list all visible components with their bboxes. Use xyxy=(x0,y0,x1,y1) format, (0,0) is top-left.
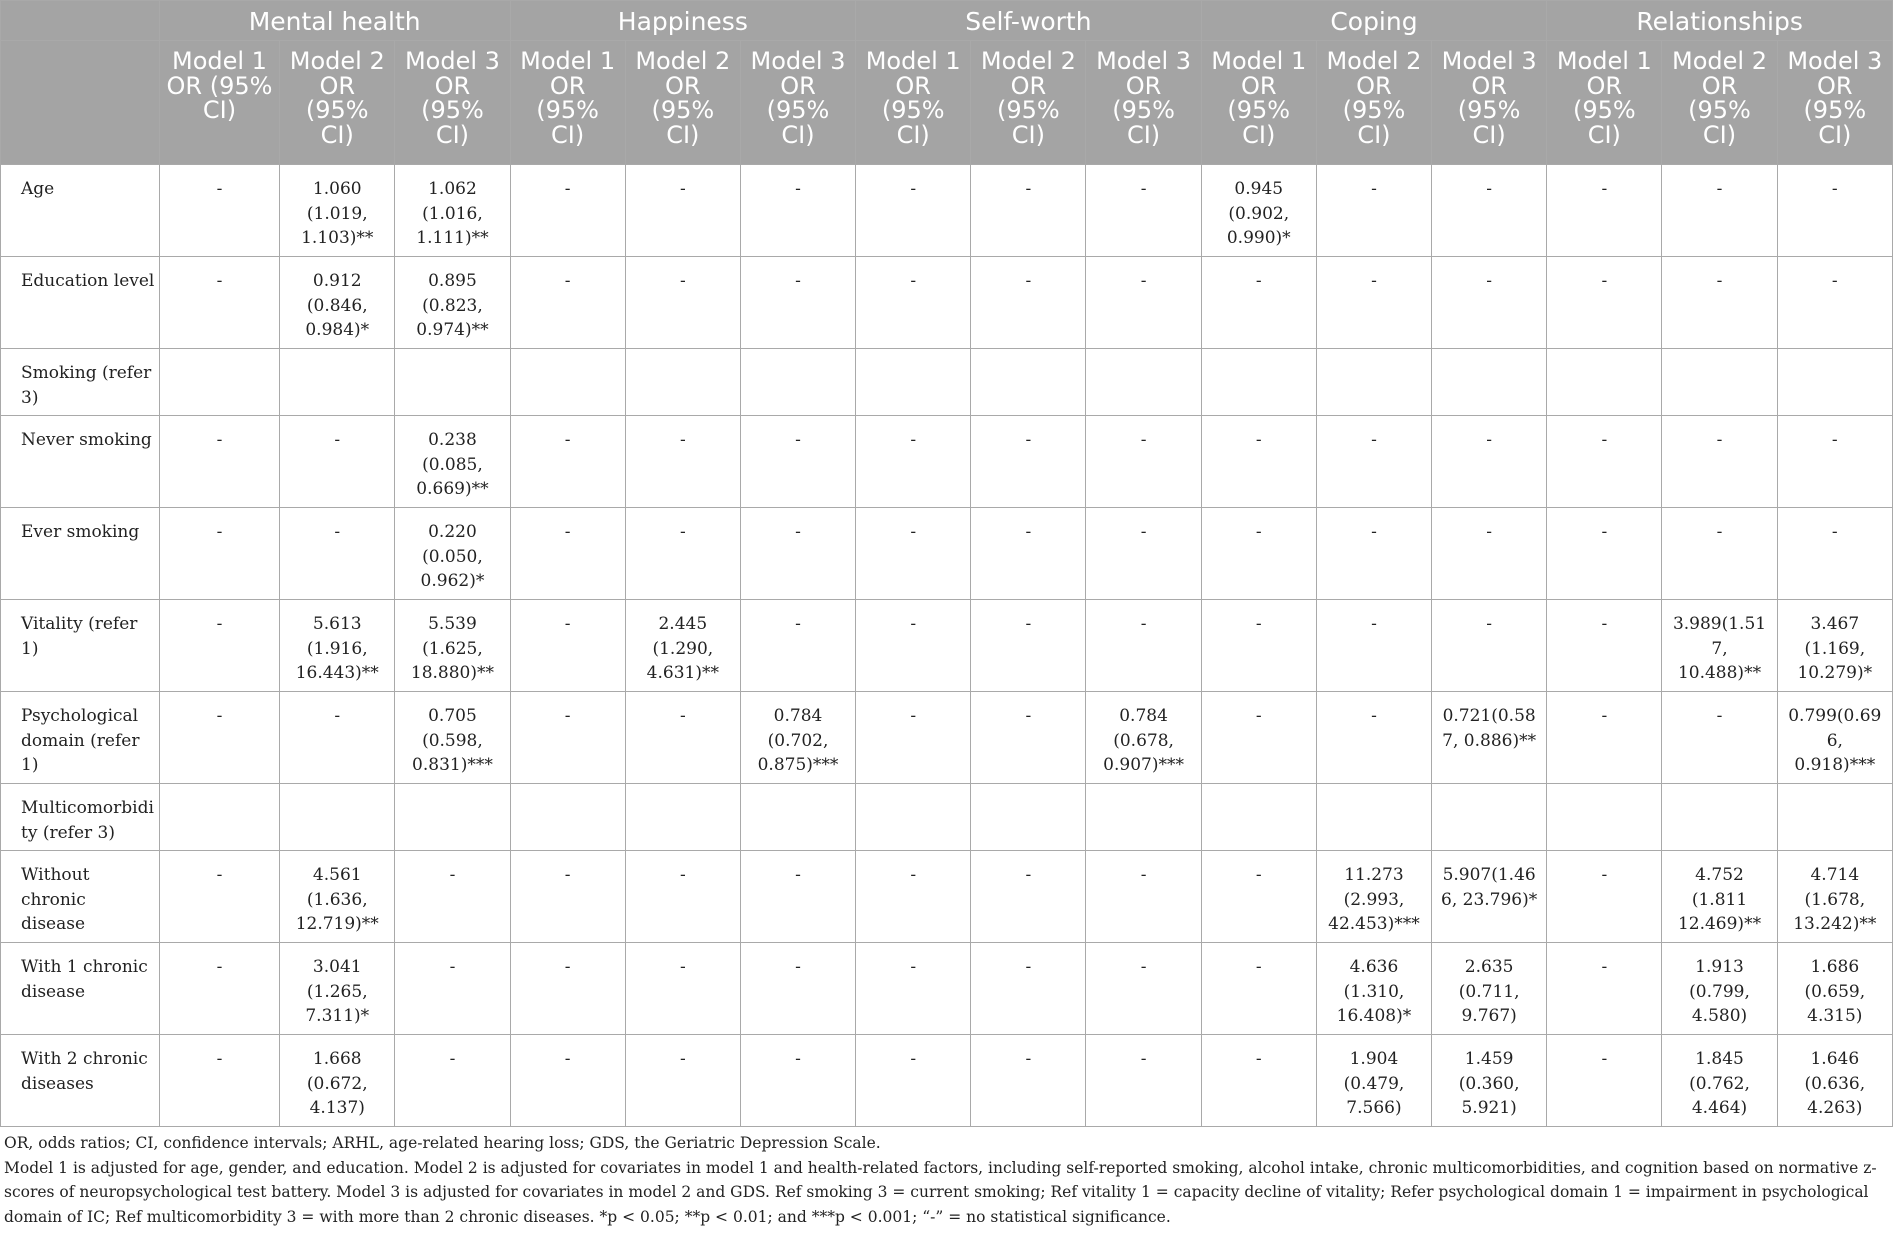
table-cell: 0.721(0.587, 0.886)** xyxy=(1432,692,1547,784)
table-cell: 1.668 (0.672, 4.137) xyxy=(280,1035,395,1127)
table-cell: - xyxy=(510,692,625,784)
table-footnotes xyxy=(0,1127,1893,1229)
table-cell: 3.989(1.517, 10.488)** xyxy=(1662,600,1777,692)
table-cell: - xyxy=(1201,416,1316,508)
table-cell: - xyxy=(159,600,279,692)
table-cell: - xyxy=(1316,165,1431,257)
table-cell: - xyxy=(1662,692,1777,784)
table-cell: - xyxy=(510,416,625,508)
table-row xyxy=(1,600,1893,692)
table-cell: - xyxy=(740,508,855,600)
table-cell: 0.784 (0.702, 0.875)*** xyxy=(740,692,855,784)
table-cell: - xyxy=(1662,165,1777,257)
table-cell xyxy=(395,349,510,416)
table-cell: - xyxy=(1432,165,1547,257)
table-cell: - xyxy=(1086,165,1201,257)
table-cell: - xyxy=(1316,416,1431,508)
table-cell: - xyxy=(159,851,279,943)
model-header-cell: Model 1 OR (95% CI) xyxy=(510,41,625,165)
table-cell: - xyxy=(510,257,625,349)
table-cell: - xyxy=(856,257,971,349)
table-cell: - xyxy=(1547,165,1662,257)
table-cell xyxy=(625,349,740,416)
table-cell: - xyxy=(510,508,625,600)
table-cell: - xyxy=(1662,416,1777,508)
row-label: Age xyxy=(1,165,160,257)
table-cell: 5.613 (1.916, 16.443)** xyxy=(280,600,395,692)
table-cell: - xyxy=(625,851,740,943)
model-header-cell: Model 1 OR (95% CI) xyxy=(1201,41,1316,165)
table-cell: 0.912 (0.846, 0.984)* xyxy=(280,257,395,349)
group-header-row xyxy=(1,1,1893,41)
table-cell: - xyxy=(1432,416,1547,508)
table-cell xyxy=(395,784,510,851)
table-cell: - xyxy=(1777,416,1892,508)
table-cell xyxy=(1201,349,1316,416)
table-cell: - xyxy=(1547,1035,1662,1127)
table-cell: 0.784 (0.678, 0.907)*** xyxy=(1086,692,1201,784)
table-cell: - xyxy=(740,851,855,943)
table-cell: - xyxy=(1432,600,1547,692)
table-cell: 0.945 (0.902, 0.990)* xyxy=(1201,165,1316,257)
table-cell: - xyxy=(625,1035,740,1127)
table-cell: 3.041 (1.265, 7.311)* xyxy=(280,943,395,1035)
table-cell xyxy=(856,784,971,851)
table-cell: - xyxy=(1547,508,1662,600)
table-cell: 1.060 (1.019, 1.103)** xyxy=(280,165,395,257)
table-cell: - xyxy=(856,851,971,943)
table-cell: - xyxy=(1316,508,1431,600)
table-cell: - xyxy=(159,1035,279,1127)
table-body xyxy=(1,165,1893,1127)
table-cell xyxy=(510,784,625,851)
table-cell: 1.845 (0.762, 4.464) xyxy=(1662,1035,1777,1127)
table-cell: 5.907(1.466, 23.796)* xyxy=(1432,851,1547,943)
model-header-cell: Model 2 OR (95% CI) xyxy=(280,41,395,165)
table-cell xyxy=(1547,349,1662,416)
table-cell: - xyxy=(971,416,1086,508)
table-cell: 0.895 (0.823, 0.974)** xyxy=(395,257,510,349)
table-cell xyxy=(159,349,279,416)
table-cell: - xyxy=(856,165,971,257)
table-cell: 4.714 (1.678, 13.242)** xyxy=(1777,851,1892,943)
table-cell: - xyxy=(1547,416,1662,508)
table-cell: - xyxy=(1432,257,1547,349)
table-cell: 0.799(0.696, 0.918)*** xyxy=(1777,692,1892,784)
row-label: Psychological domain (refer 1) xyxy=(1,692,160,784)
table-cell: - xyxy=(1316,600,1431,692)
table-cell: - xyxy=(740,600,855,692)
group-header-mental-health: Mental health xyxy=(159,1,510,41)
table-cell: 2.635 (0.711, 9.767) xyxy=(1432,943,1547,1035)
table-cell: - xyxy=(1547,257,1662,349)
table-cell: - xyxy=(625,416,740,508)
table-cell xyxy=(159,784,279,851)
model-header-cell: Model 2 OR (95% CI) xyxy=(1662,41,1777,165)
table-cell: - xyxy=(1086,508,1201,600)
table-cell: - xyxy=(1086,257,1201,349)
table-cell: - xyxy=(971,692,1086,784)
table-cell: - xyxy=(1777,257,1892,349)
table-cell xyxy=(1662,784,1777,851)
row-label: Multicomorbidity (refer 3) xyxy=(1,784,160,851)
table-cell: - xyxy=(1316,692,1431,784)
table-cell: - xyxy=(510,165,625,257)
table-cell: - xyxy=(971,1035,1086,1127)
table-cell: - xyxy=(159,416,279,508)
table-cell: - xyxy=(159,508,279,600)
table-cell: - xyxy=(1662,257,1777,349)
table-cell: - xyxy=(395,1035,510,1127)
table-cell: - xyxy=(740,416,855,508)
table-cell: - xyxy=(159,943,279,1035)
table-cell: - xyxy=(1201,1035,1316,1127)
table-cell xyxy=(280,784,395,851)
footnote-models: Model 1 is adjusted for age, gender, and education. Model 2 is adjusted for covariates in model 1 and health-related factors, including self-reported smoking, alcohol intake, chronic multicomorbidities, and cognition based on normative z-scores of neuropsychological test battery. Model 3 is adjusted for covariates in model 2 and GDS. Ref smoking 3 = current smoking; Ref vitality 1 = capacity decline of vitality; Refer psychological domain 1 = impairment in psychological domain of IC; Ref multicomorbidity 3 = with more than 2 chronic diseases. *p < 0.05; **p < 0.01; and ***p < 0.001; “-” = no statistical significance. xyxy=(4,1158,1877,1226)
table-cell xyxy=(280,349,395,416)
table-cell: - xyxy=(1086,1035,1201,1127)
model-header-cell: Model 2 OR (95% CI) xyxy=(971,41,1086,165)
table-cell xyxy=(1316,784,1431,851)
group-header-relationships: Relationships xyxy=(1547,1,1893,41)
table-cell: 1.062 (1.016, 1.111)** xyxy=(395,165,510,257)
table-cell: - xyxy=(1201,257,1316,349)
table-cell: - xyxy=(510,943,625,1035)
table-cell: - xyxy=(971,165,1086,257)
table-cell xyxy=(971,349,1086,416)
corner-cell xyxy=(1,1,160,41)
table-cell xyxy=(1777,784,1892,851)
row-label: Never smoking xyxy=(1,416,160,508)
table-cell: - xyxy=(971,851,1086,943)
table-cell: 2.445 (1.290, 4.631)** xyxy=(625,600,740,692)
table-cell: - xyxy=(856,508,971,600)
footnote-abbreviations: OR, odds ratios; CI, confidence intervals; ARHL, age-related hearing loss; GDS, the Geriatric Depression Scale. xyxy=(4,1134,881,1152)
table-cell: 4.752 (1.811 12.469)** xyxy=(1662,851,1777,943)
group-header-happiness: Happiness xyxy=(510,1,856,41)
table-cell xyxy=(740,784,855,851)
table-cell xyxy=(1547,784,1662,851)
table-row xyxy=(1,943,1893,1035)
table-cell: - xyxy=(1662,508,1777,600)
table-cell: - xyxy=(625,692,740,784)
model-header-cell: Model 3 OR (95% CI) xyxy=(395,41,510,165)
table-cell xyxy=(740,349,855,416)
table-cell: - xyxy=(1086,851,1201,943)
model-header-cell: Model 1 OR (95% CI) xyxy=(1547,41,1662,165)
table-cell: - xyxy=(1201,508,1316,600)
table-cell: - xyxy=(1086,416,1201,508)
table-cell xyxy=(510,349,625,416)
table-cell: - xyxy=(971,508,1086,600)
table-cell: - xyxy=(625,165,740,257)
table-cell: - xyxy=(856,692,971,784)
group-header-coping: Coping xyxy=(1201,1,1547,41)
table-cell: - xyxy=(159,165,279,257)
model-header-row xyxy=(1,41,1893,165)
table-row xyxy=(1,165,1893,257)
table-cell: - xyxy=(1777,165,1892,257)
table-cell: - xyxy=(1201,692,1316,784)
table-cell: - xyxy=(740,165,855,257)
table-cell: - xyxy=(740,257,855,349)
table-cell: - xyxy=(1086,943,1201,1035)
table-cell xyxy=(1086,784,1201,851)
table-cell xyxy=(971,784,1086,851)
table-cell xyxy=(625,784,740,851)
table-row xyxy=(1,1035,1893,1127)
table-cell: - xyxy=(1316,257,1431,349)
table-cell: - xyxy=(856,943,971,1035)
table-cell: - xyxy=(971,257,1086,349)
table-cell: 0.705 (0.598, 0.831)*** xyxy=(395,692,510,784)
row-label: With 2 chronic diseases xyxy=(1,1035,160,1127)
table-cell: 1.686 (0.659, 4.315) xyxy=(1777,943,1892,1035)
table-cell: 1.459 (0.360, 5.921) xyxy=(1432,1035,1547,1127)
table-cell: - xyxy=(971,943,1086,1035)
table-cell: 0.220 (0.050, 0.962)* xyxy=(395,508,510,600)
table-cell: - xyxy=(510,600,625,692)
table-cell: - xyxy=(1547,943,1662,1035)
table-cell xyxy=(1432,349,1547,416)
row-label: Vitality (refer 1) xyxy=(1,600,160,692)
model-header-cell: Model 1 OR (95% CI) xyxy=(159,41,279,165)
model-header-cell: Model 3 OR (95% CI) xyxy=(1432,41,1547,165)
table-cell: - xyxy=(1201,943,1316,1035)
table-cell xyxy=(1777,349,1892,416)
model-header-cell: Model 2 OR (95% CI) xyxy=(1316,41,1431,165)
table-cell: 0.238 (0.085, 0.669)** xyxy=(395,416,510,508)
table-header xyxy=(1,1,1893,165)
table-cell: - xyxy=(510,1035,625,1127)
table-cell: - xyxy=(280,692,395,784)
table-row xyxy=(1,416,1893,508)
table-row xyxy=(1,349,1893,416)
table-cell: 1.904 (0.479, 7.566) xyxy=(1316,1035,1431,1127)
table-cell: 11.273 (2.993, 42.453)*** xyxy=(1316,851,1431,943)
model-header-cell: Model 1 OR (95% CI) xyxy=(856,41,971,165)
table-cell: - xyxy=(1547,600,1662,692)
table-cell: - xyxy=(1201,851,1316,943)
table-cell: - xyxy=(159,257,279,349)
table-cell xyxy=(1201,784,1316,851)
table-cell: - xyxy=(1777,508,1892,600)
row-label: Without chronic disease xyxy=(1,851,160,943)
table-cell: - xyxy=(625,508,740,600)
row-label: Ever smoking xyxy=(1,508,160,600)
row-label: Smoking (refer 3) xyxy=(1,349,160,416)
table-cell: - xyxy=(625,257,740,349)
table-cell xyxy=(1316,349,1431,416)
table-cell: - xyxy=(510,851,625,943)
table-cell: - xyxy=(856,600,971,692)
table-row xyxy=(1,784,1893,851)
table-cell: - xyxy=(280,416,395,508)
table-cell: - xyxy=(159,692,279,784)
table-cell xyxy=(1432,784,1547,851)
table-cell: - xyxy=(856,1035,971,1127)
group-header-self-worth: Self-worth xyxy=(856,1,1202,41)
table-cell: - xyxy=(971,600,1086,692)
table-cell: - xyxy=(280,508,395,600)
table-cell: - xyxy=(740,943,855,1035)
table-cell: - xyxy=(1201,600,1316,692)
table-row xyxy=(1,257,1893,349)
table-cell: - xyxy=(625,943,740,1035)
table-cell xyxy=(856,349,971,416)
table-cell: - xyxy=(395,943,510,1035)
row-label: With 1 chronic disease xyxy=(1,943,160,1035)
table-cell: 1.913 (0.799, 4.580) xyxy=(1662,943,1777,1035)
table-cell: - xyxy=(1547,851,1662,943)
table-cell: 3.467 (1.169, 10.279)* xyxy=(1777,600,1892,692)
model-header-cell: Model 2 OR (95% CI) xyxy=(625,41,740,165)
table-cell: 5.539 (1.625, 18.880)** xyxy=(395,600,510,692)
table-cell: - xyxy=(1432,508,1547,600)
row-label: Education level xyxy=(1,257,160,349)
model-header-cell: Model 3 OR (95% CI) xyxy=(740,41,855,165)
table-row xyxy=(1,851,1893,943)
table-cell: - xyxy=(1547,692,1662,784)
table-cell: - xyxy=(395,851,510,943)
table-cell: 4.636 (1.310, 16.408)* xyxy=(1316,943,1431,1035)
table-cell: 1.646 (0.636, 4.263) xyxy=(1777,1035,1892,1127)
table-cell xyxy=(1086,349,1201,416)
table-cell xyxy=(1662,349,1777,416)
table-row xyxy=(1,692,1893,784)
model-header-cell: Model 3 OR (95% CI) xyxy=(1086,41,1201,165)
table-cell: - xyxy=(856,416,971,508)
table-cell: - xyxy=(740,1035,855,1127)
table-cell: - xyxy=(1086,600,1201,692)
table-row xyxy=(1,508,1893,600)
corner-cell-lower xyxy=(1,41,160,165)
table-cell: 4.561 (1.636, 12.719)** xyxy=(280,851,395,943)
model-header-cell: Model 3 OR (95% CI) xyxy=(1777,41,1892,165)
